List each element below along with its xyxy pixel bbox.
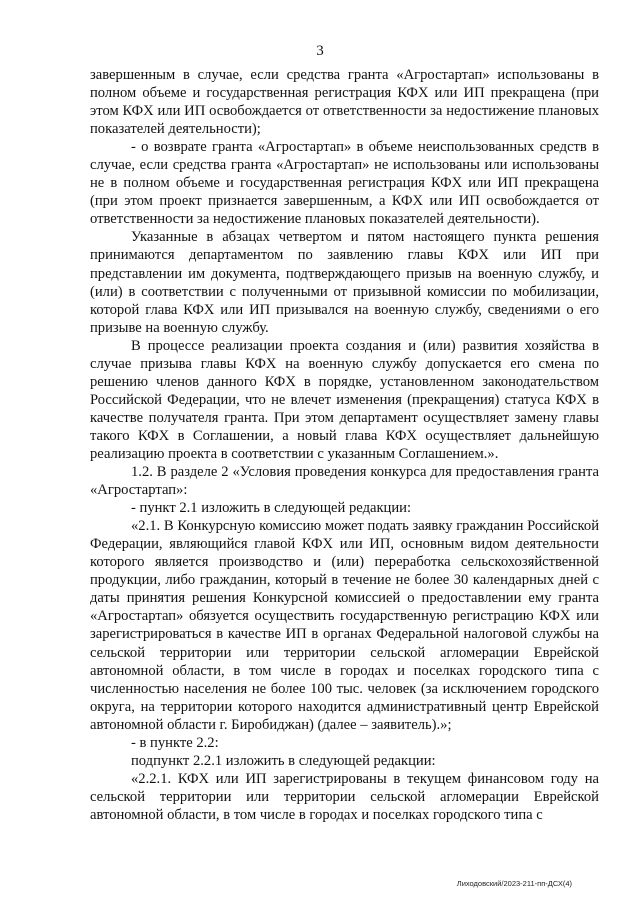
paragraph-cont-completed: завершенным в случае, если средства гранта «Агростартап» использованы в полном объеме и государственная регистрация КФХ или ИП прекращена (при этом КФХ или ИП освобождается от ответственности за недостижение плановых показателей деятельности); — [90, 67, 599, 138]
paragraph-section-1-2: 1.2. В разделе 2 «Условия проведения конкурса для предоставления гранта «Агростартап»: — [90, 464, 599, 499]
paragraph-item-2-1: - пункт 2.1 изложить в следующей редакции: — [131, 500, 412, 517]
paragraph-subitem-2-2-1: подпункт 2.2.1 изложить в следующей редакции: — [131, 752, 436, 769]
page-number: 3 — [316, 43, 324, 59]
paragraph-text-2-1: «2.1. В Конкурсную комиссию может подать заявку гражданин Российской Федерации, являющийся главой КФХ или ИП, основным видом деятельности которого является производство и (или) переработка сельскохозяйственной продукции, либо гражданин, который в течение не более 30 календарных дней с даты принятия решения Конкурсной комиссией о предоставлении ему гранта «Агростартап» обязуется осуществить государственную регистрацию КФХ или зарегистрироваться в качестве ИП в органах Федеральной налоговой службы на сельской территории или территории сельской агломерации Еврейской автономной области, в том числе в городах и поселках городского типа с численностью населения не более 100 тыс. человек (за исключением городского округа, на территории которого находится административный центр Еврейской автономной области г. Биробиджан) (далее – заявитель).»; — [90, 518, 599, 733]
paragraph-return-grant: - о возврате гранта «Агростартап» в объеме неиспользованных средств в случае, если средства гранта «Агростартап» не использованы или использованы не в полном объеме и государственная регистрация КФХ или ИП прекращена (при этом проект признается завершенным, а КФХ или ИП освобождается от ответственности за недостижение плановых показателей деятельности). — [90, 139, 599, 228]
paragraph-text-2-2-1: «2.2.1. КФХ или ИП зарегистрированы в текущем финансовом году на сельской территории или территории сельской агломерации Еврейской автономной области, в том числе в городах и поселках городского типа с — [90, 770, 599, 823]
footer-document-code: Лиходовский/2023-211-пп-ДСХ(4) — [456, 879, 572, 888]
paragraph-item-2-2: - в пункте 2.2: — [131, 734, 219, 751]
paragraph-head-change: В процессе реализации проекта создания и (или) развития хозяйства в случае призыва главы КФХ на военную службу допускается его смена по решению членов данного КФХ в порядке, установленном законодательством Российской Федерации, что не влечет изменения (прекращения) статуса КФХ в качестве получателя гранта. При этом департамент осуществляет замену главы такого КФХ в Соглашении, а новый глава КФХ осуществляет дальнейшую реализацию проекта в соответствии с указанным Соглашением.». — [90, 337, 599, 462]
document-body — [90, 66, 599, 824]
paragraph-decisions: Указанные в абзацах четвертом и пятом настоящего пункта решения принимаются департаментом по заявлению главы КФХ или ИП при представлении им документа, подтверждающего призыв на военную службу, и (или) в соответствии с полученными от призывной комиссии по мобилизации, которой глава КФХ или ИП призывался на военную службу, сведениями о его призыве на военную службу. — [90, 229, 599, 336]
